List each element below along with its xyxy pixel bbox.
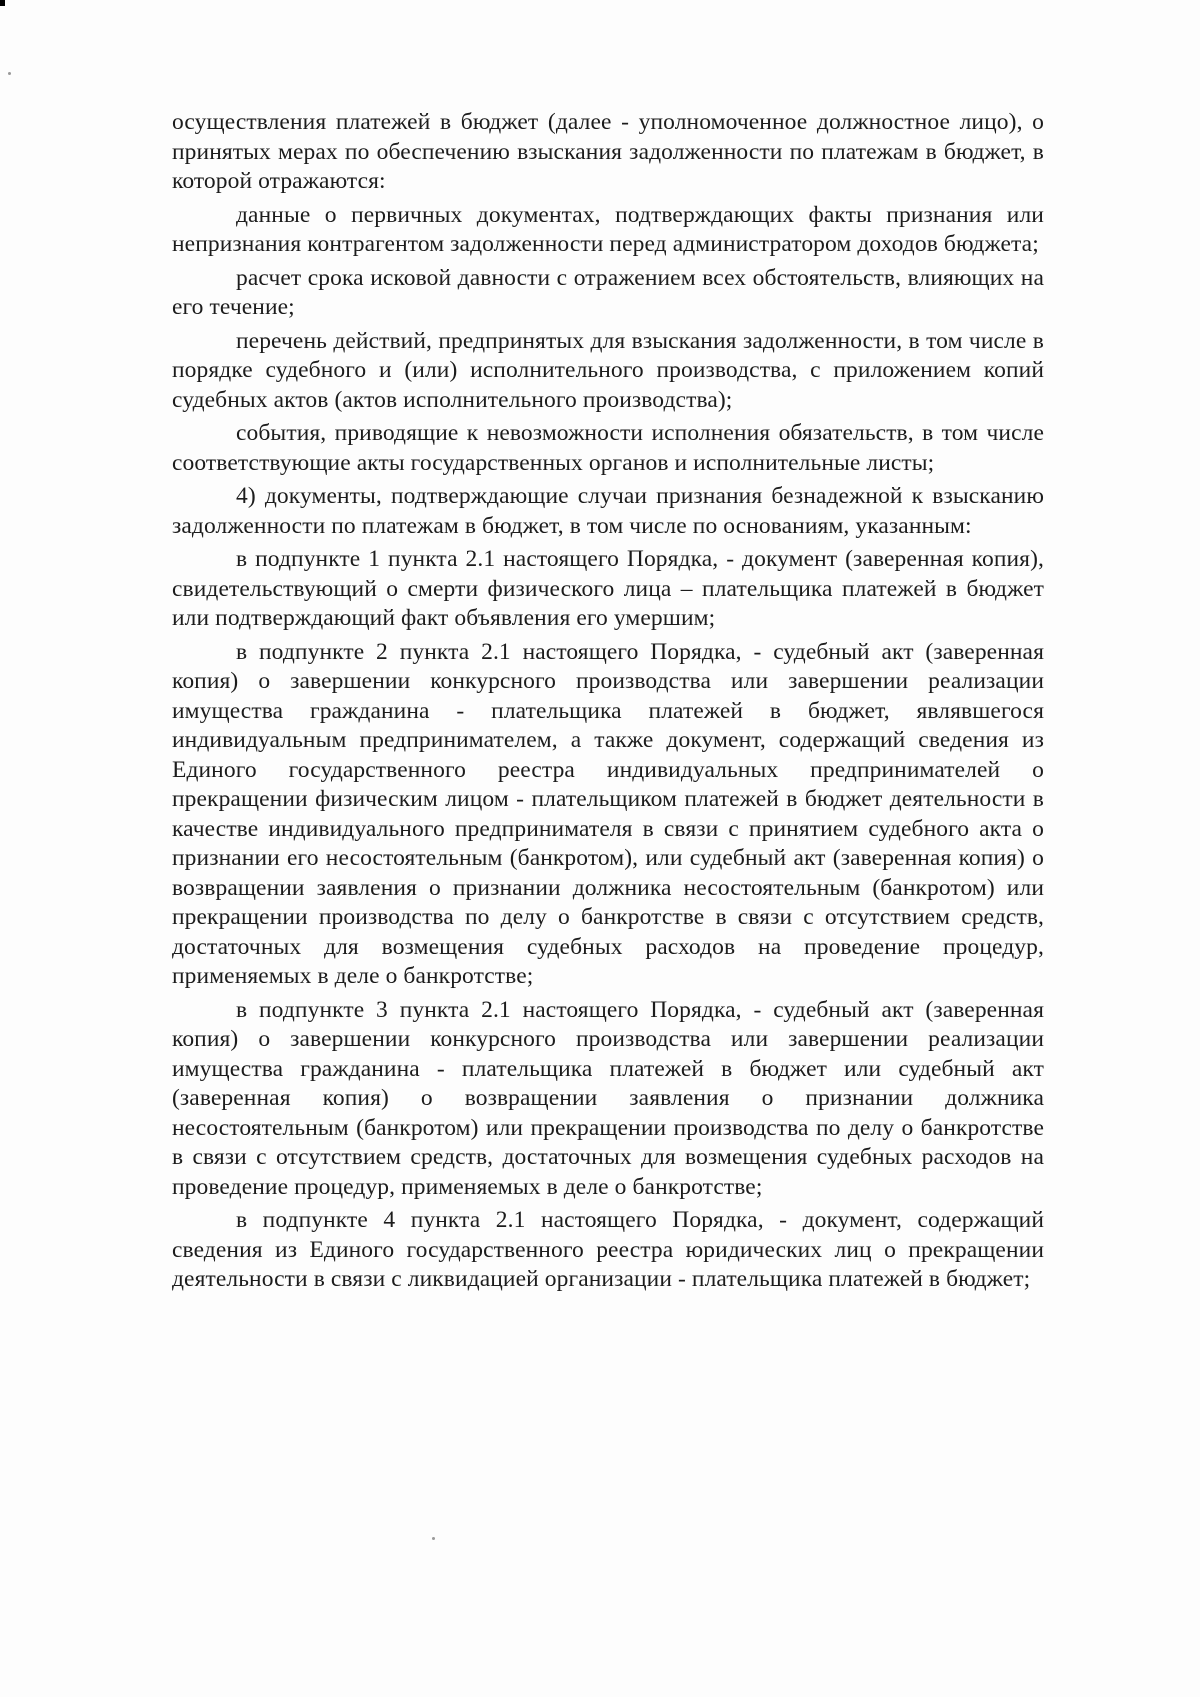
paragraph-collection-actions: перечень действий, предпринятых для взыскания задолженности, в том числе в порядке судебного и (или) исполнительного производства, с приложением копий судебных актов (актов исполнительного производства); bbox=[172, 327, 1044, 413]
paragraph-limitation-period: расчет срока исковой давности с отражением всех обстоятельств, влияющих на его течение; bbox=[172, 264, 1044, 320]
paragraph-subitem-1: в подпункте 1 пункта 2.1 настоящего Порядка, - документ (заверенная копия), свидетельствующий о смерти физического лица – плательщика платежей в бюджет или подтверждающий факт объявления его умершим; bbox=[172, 546, 1044, 631]
paragraph-primary-documents: данные о первичных документах, подтверждающих факты признания или непризнания контрагентом задолженности перед администратором доходов бюджета; bbox=[172, 201, 1044, 257]
paragraph-subitem-4: в подпункте 4 пункта 2.1 настоящего Порядка, - документ, содержащий сведения из Единого государственного реестра юридических лиц о прекращении деятельности в связи с ликвидацией организации - плательщика платежей в бюджет; bbox=[172, 1207, 1044, 1292]
paragraph-subitem-2: в подпункте 2 пункта 2.1 настоящего Порядка, - судебный акт (заверенная копия) о завершении конкурсного производства или завершении реализации имущества гражданина - плательщика платежей в бюджет, являвшегося индивидуальным предпринимателем, а также документ, содержащий сведения из Единого государственного реестра индивидуальных предпринимателей о прекращении физическим лицом - плательщиком платежей в бюджет деятельности в качестве индивидуального предпринимателя в связи с принятием судебного акта о признании его несостоятельным (банкротом), или судебный акт (заверенная копия) о возвращении заявления о признании должника несостоятельным (банкротом) или прекращении производства по делу о банкротстве в связи с отсутствием средств, достаточных для возмещения судебных расходов на проведение процедур, применяемых в деле о банкротстве; bbox=[172, 638, 1044, 989]
scan-corner-mark bbox=[0, 0, 5, 6]
paragraph-item-4: 4) документы, подтверждающие случаи признания безнадежной к взысканию задолженности по платежам в бюджет, в том числе по основаниям, указанным: bbox=[172, 483, 1044, 539]
scan-speck bbox=[432, 1537, 435, 1540]
scan-speck bbox=[8, 72, 11, 75]
paragraph-impossibility-events: события, приводящие к невозможности исполнения обязательств, в том числе соответствующие акты государственных органов и исполнительные листы; bbox=[172, 420, 1044, 476]
paragraph-subitem-3: в подпункте 3 пункта 2.1 настоящего Порядка, - судебный акт (заверенная копия) о завершении конкурсного производства или завершении реализации имущества гражданина - плательщика платежей в бюджет или судебный акт (заверенная копия) о возвращении заявления о признании должника несостоятельным (банкротом) или прекращении производства по делу о банкротстве в связи с отсутствием средств, достаточных для возмещения судебных расходов на проведение процедур, применяемых в деле о банкротстве; bbox=[172, 996, 1044, 1200]
paragraph-continuation: осуществления платежей в бюджет (далее - уполномоченное должностное лицо), о принятых мерах по обеспечению взыскания задолженности по платежам в бюджет, в которой отражаются: bbox=[172, 109, 1044, 194]
document-body bbox=[172, 108, 1044, 1299]
